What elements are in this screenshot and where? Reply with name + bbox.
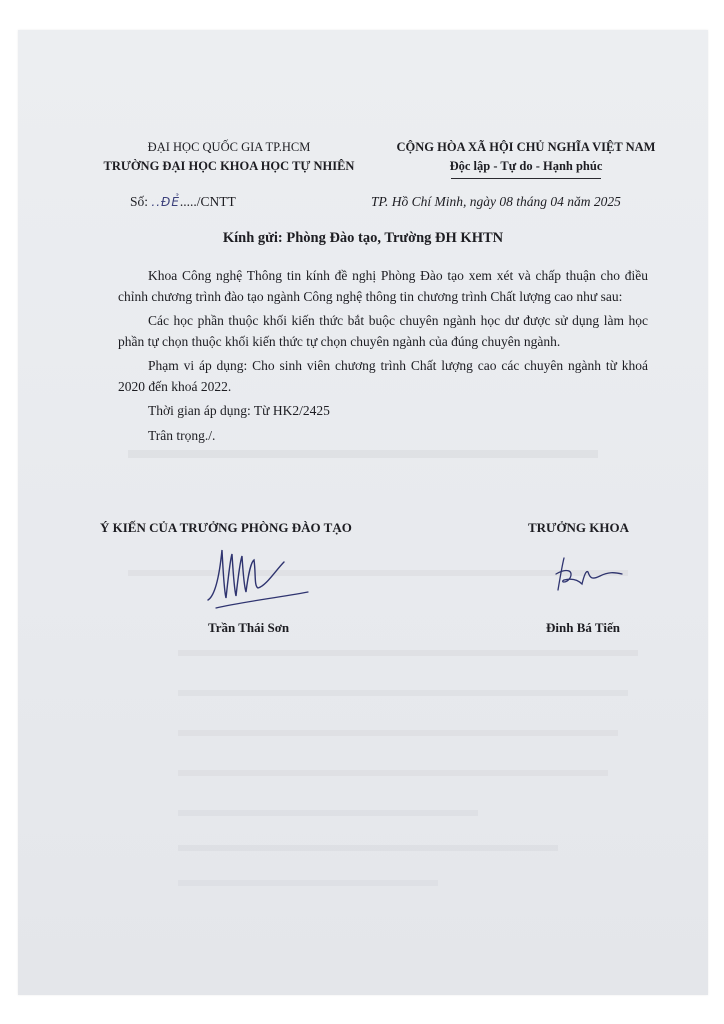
header-right <box>390 138 662 179</box>
motto-underline <box>451 178 601 179</box>
document-page <box>18 30 708 995</box>
paragraph-time: Thời gian áp dụng: Từ HK2/2425 <box>148 403 330 418</box>
doc-number-suffix: ...../CNTT <box>179 194 236 209</box>
recipient-line: Kính gửi: Phòng Đào tạo, Trường ĐH KHTN <box>222 230 504 246</box>
university-name: ĐẠI HỌC QUỐC GIA TP.HCM <box>147 140 311 154</box>
doc-number-handwritten: ..ĐẺ <box>151 195 180 209</box>
motto: Độc lập - Tự do - Hạnh phúc <box>449 159 603 173</box>
header-left <box>98 138 360 176</box>
paragraph-closing: Trân trọng./. <box>148 427 216 443</box>
left-signer-name: Trần Thái Sơn <box>208 620 290 635</box>
school-name: TRƯỜNG ĐẠI HỌC KHOA HỌC TỰ NHIÊN <box>103 159 355 173</box>
document-number <box>130 194 236 210</box>
left-signature-icon <box>196 540 316 620</box>
date-line: TP. Hồ Chí Minh, ngày 08 tháng 04 năm 2025 <box>371 194 621 209</box>
left-signature-title: Ý KIẾN CỦA TRƯỞNG PHÒNG ĐÀO TẠO <box>100 520 352 535</box>
paragraph-request: Khoa Công nghệ Thông tin kính đề nghị Phòng Đào tạo xem xét và chấp thuận cho điều chỉnh chương trình đào tạo ngành Công nghệ thông tin chương trình Chất lượng cao như sau: <box>118 268 648 304</box>
paragraph-content: Các học phần thuộc khối kiến thức bắt buộc chuyên ngành học dư được sử dụng làm học phần tự chọn thuộc khối kiến thức tự chọn chuyên ngành của đúng chuyên ngành. <box>118 313 648 349</box>
doc-number-prefix: Số: <box>130 194 152 209</box>
paragraph-scope: Phạm vi áp dụng: Cho sinh viên chương trình Chất lượng cao các chuyên ngành từ khoá 2020 đến khoá 2022. <box>118 358 648 394</box>
right-signer-name: Đinh Bá Tiến <box>546 620 620 635</box>
right-signature-title: TRƯỞNG KHOA <box>528 520 629 535</box>
letter-body <box>118 266 648 450</box>
country-name: CỘNG HÒA XÃ HỘI CHỦ NGHĨA VIỆT NAM <box>396 140 656 154</box>
